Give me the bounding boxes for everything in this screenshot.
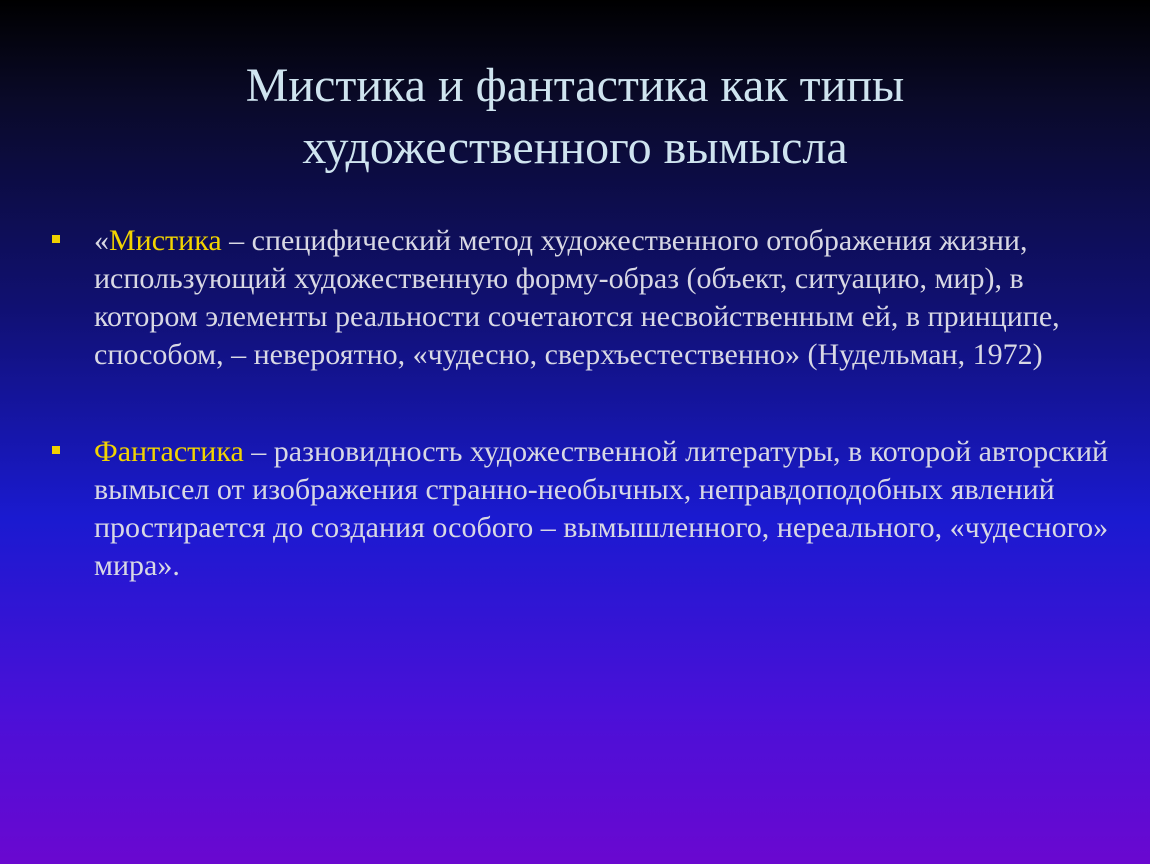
bullet-text: – специфический метод художественного отображения жизни, использующий художественную форму-образ (объект, ситуацию, мир), в котором элементы реальности сочетаются несвойственным ей, в принципе, способом, – невероятно, «чудесно, сверхъестественно» (Нудельман, 1972) [94, 224, 1060, 371]
bullet-prefix: « [94, 224, 109, 257]
slide-title-line-2: художественного вымысла [302, 121, 848, 174]
bullet-term: Мистика [109, 224, 222, 257]
bullet-item-mysticism [52, 222, 1112, 374]
bullet-list [52, 222, 1112, 585]
square-bullet-icon [52, 446, 60, 454]
bullet-item-fantasy [52, 433, 1112, 585]
square-bullet-icon [52, 235, 60, 243]
bullet-text: – разновидность художественной литературы, в которой авторский вымысел от изображения странно-необычных, неправдоподобных явлений простирается до создания особого – вымышленного, нереального, «чудесного» мира». [94, 435, 1109, 582]
slide-title [0, 55, 1150, 179]
slide-title-line-1: Мистика и фантастика как типы [245, 59, 905, 112]
bullet-term: Фантастика [94, 435, 244, 468]
